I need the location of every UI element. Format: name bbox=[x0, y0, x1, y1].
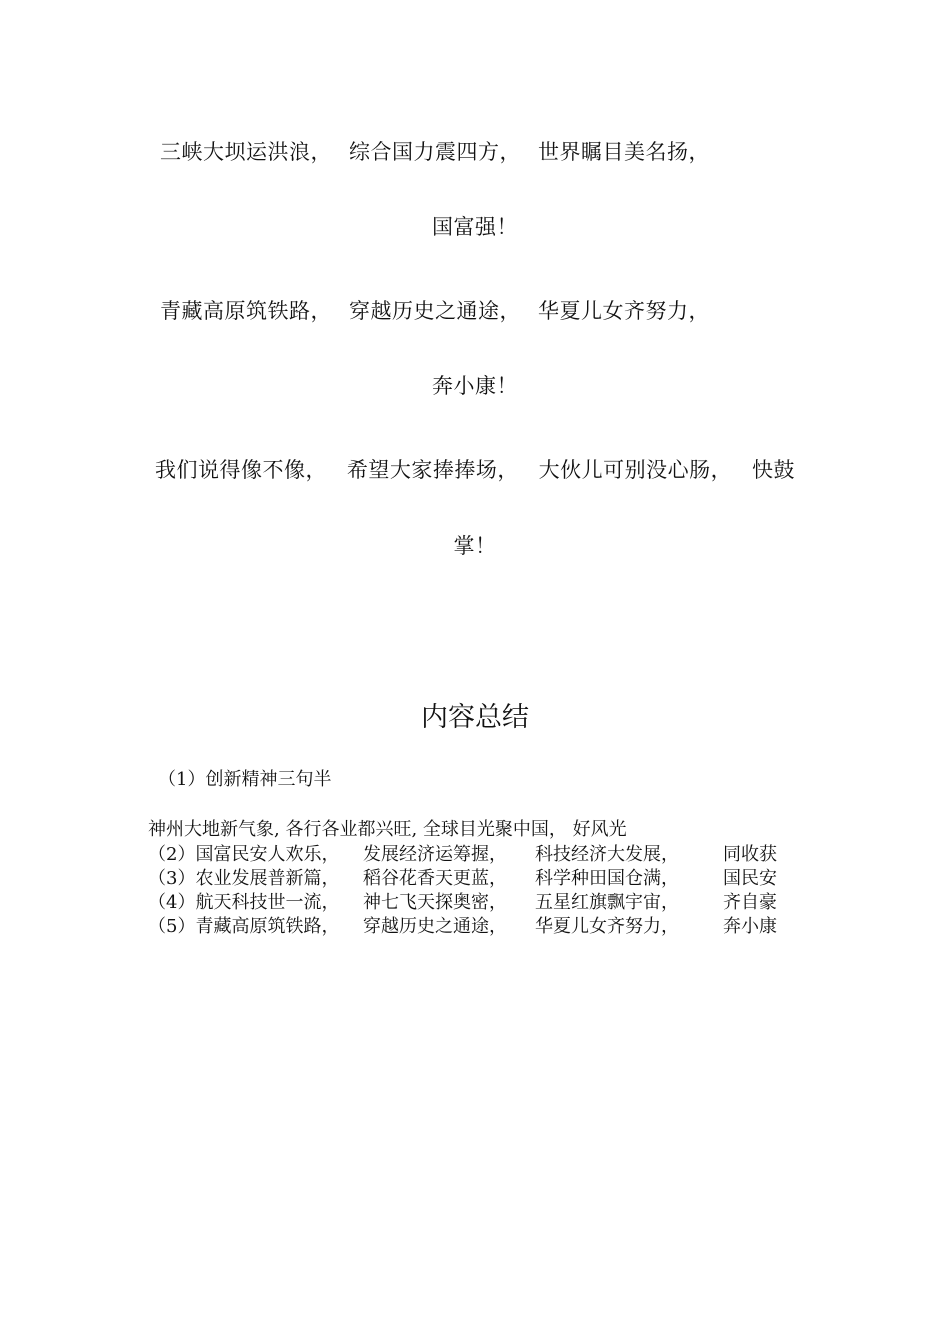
summary-cell: 穿越历史之通途， bbox=[363, 916, 507, 937]
summary-cell: 发展经济运筹握， bbox=[363, 844, 507, 865]
poem-phrase: 综合国力震四方， bbox=[349, 140, 521, 164]
summary-cell: 神七飞天探奥密， bbox=[363, 892, 507, 913]
summary-cell: （2）国富民安人欢乐， bbox=[148, 844, 340, 865]
summary-cell: 华夏儿女齐努力， bbox=[535, 916, 679, 937]
poem-phrase: 世界瞩目美名扬， bbox=[538, 140, 710, 164]
poem-ending-3: 掌！ bbox=[453, 534, 497, 558]
poem-phrase: 我们说得像不像， bbox=[155, 458, 327, 482]
summary-cell: 稻谷花香天更蓝， bbox=[363, 868, 507, 889]
summary-row bbox=[148, 867, 798, 891]
summary-cell: （4）航天科技世一流， bbox=[148, 892, 340, 913]
poem-phrase: 三峡大坝运洪浪， bbox=[160, 140, 332, 164]
summary-row bbox=[148, 843, 798, 867]
poem-phrase: 青藏高原筑铁路， bbox=[160, 299, 332, 323]
summary-cell: 奔小康 bbox=[723, 916, 777, 937]
poem-line-2 bbox=[160, 297, 710, 325]
summary-cell: 五星红旗飘宇宙， bbox=[535, 892, 679, 913]
poem-phrase: 快鼓 bbox=[751, 458, 795, 482]
poem-line-3 bbox=[155, 456, 795, 484]
poem-phrase: 华夏儿女齐努力， bbox=[538, 299, 710, 323]
summary-cell: 齐自豪 bbox=[723, 892, 777, 913]
poem-phrase: 希望大家捧捧场， bbox=[346, 458, 519, 482]
poem-phrase: 穿越历史之通途， bbox=[349, 299, 521, 323]
summary-cell: 科技经济大发展， bbox=[535, 844, 679, 865]
poem-ending-1: 国富强！ bbox=[432, 215, 518, 239]
summary-cell: （3）农业发展普新篇， bbox=[148, 868, 340, 889]
summary-cell: 同收获 bbox=[723, 844, 777, 865]
summary-item-1: （1）创新精神三句半 bbox=[158, 769, 332, 790]
summary-cell: 国民安 bbox=[723, 868, 777, 889]
poem-line-1 bbox=[160, 138, 710, 166]
summary-title: 内容总结 bbox=[421, 702, 529, 733]
poem-phrase: 大伙儿可别没心肠， bbox=[538, 458, 733, 482]
summary-row bbox=[148, 915, 798, 939]
summary-cell: （5）青藏高原筑铁路， bbox=[148, 916, 340, 937]
poem-ending-2: 奔小康！ bbox=[432, 374, 518, 398]
summary-shenzhou-line: 神州大地新气象, 各行各业都兴旺, 全球目光聚中国， 好风光 bbox=[148, 819, 627, 840]
summary-row bbox=[148, 891, 798, 915]
summary-cell: 科学种田国仓满， bbox=[535, 868, 679, 889]
